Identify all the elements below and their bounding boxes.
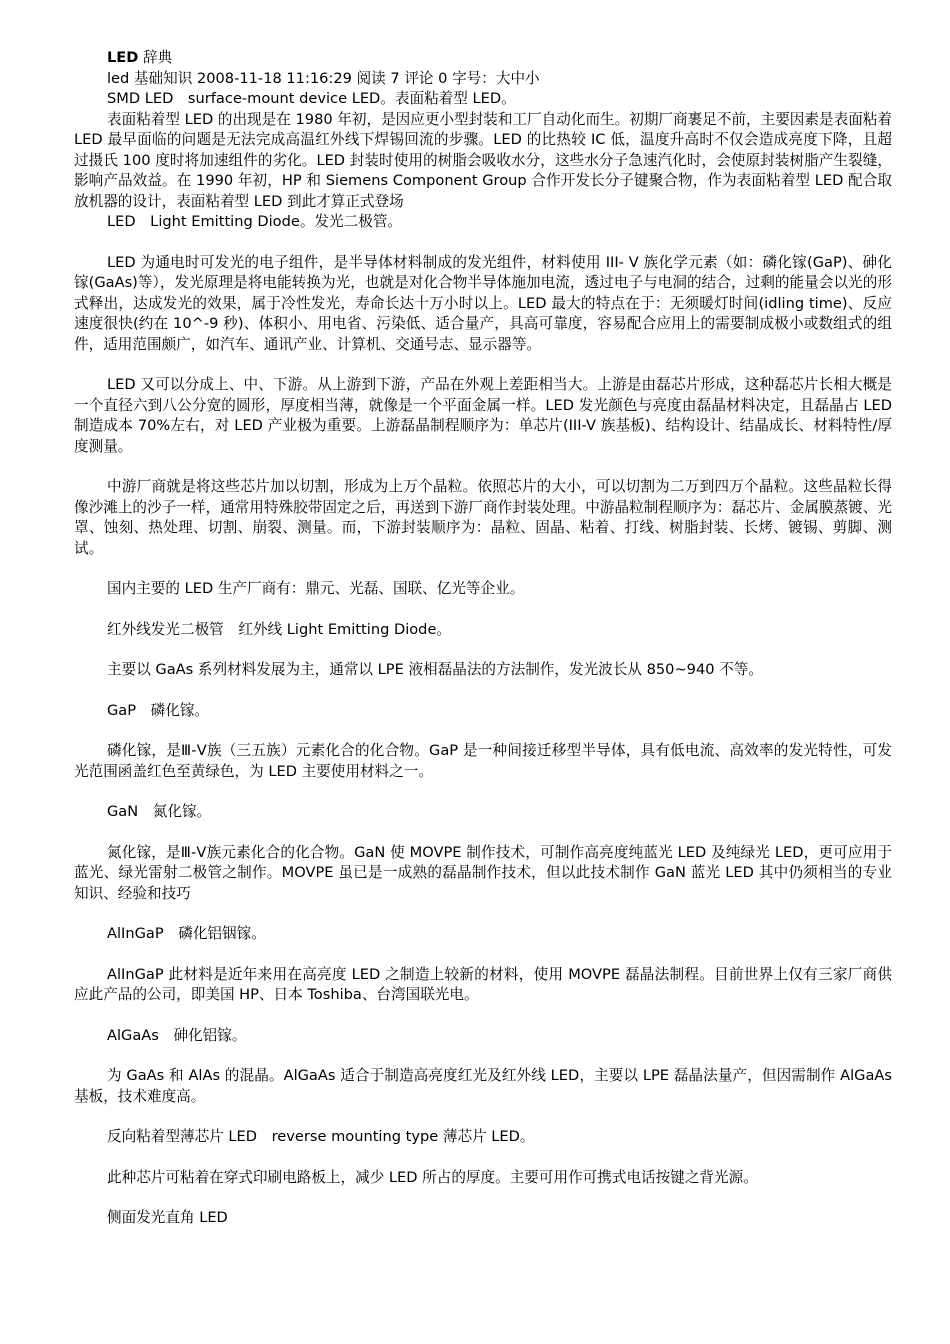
paragraph: AlInGaP 此材料是近年来用在高亮度 LED 之制造上较新的材料，使用 MOVPE 磊晶法制程。目前世界上仅有三家厂商供应此产品的公司，即美国 HP、日本 Toshiba、台湾国联光电。 (74, 965, 892, 1003)
paragraph: 表面粘着型 LED 的出现是在 1980 年初，是因应更小型封装和工厂自动化而生。初期厂商裹足不前，主要因素是表面粘着 LED 最早面临的问题是无法完成高温红外线下焊锡回流的步骤。LED 的比热较 IC 低，温度升高时不仅会造成亮度下降，且超过摄氏 100 度时将加速组件的劣化。LED 封装时使用的树脂会吸收水分，这些水分子急速汽化时，会使原封装树脂产生裂缝，影响产品效益。在 1990 年初，HP 和 Siemens Component Group 合作开发长分子键聚合物，作为表面粘着型 LED 配合取放机器的设计，表面粘着型 LED 到此才算正式登场 (74, 110, 892, 210)
paragraph: SMD LED surface-mount device LED。表面粘着型 LED。 (107, 90, 516, 107)
paragraph: 为 GaAs 和 AlAs 的混晶。AlGaAs 适合于制造高亮度红光及红外线 LED，主要以 LPE 磊晶法量产，但因需制作 AlGaAs 基板，技术难度高。 (74, 1067, 892, 1105)
paragraph: AlGaAs 砷化铝镓。 (107, 1026, 247, 1044)
paragraph: 中游厂商就是将这些芯片加以切割，形成为上万个晶粒。依照芯片的大小，可以切割为二万到四万个晶粒。这些晶粒长得像沙滩上的沙子一样，通常用特殊胶带固定之后，再送到下游厂商作封装处理。中游晶粒制程顺序为：磊芯片、金属膜蒸镀、光罩、蚀刻、热处理、切割、崩裂、测量。而，下游封装顺序为：晶粒、固晶、粘着、打线、树脂封装、长烤、镀锡、剪脚、测试。 (74, 478, 892, 557)
paragraph: 国内主要的 LED 生产厂商有：鼎元、光磊、国联、亿光等企业。 (107, 580, 525, 597)
paragraph: 红外线发光二极管 红外线 Light Emitting Diode。 (107, 620, 452, 638)
paragraph: LED 又可以分成上、中、下游。从上游到下游，产品在外观上差距相当大。上游是由磊芯片形成，这种磊芯片长相大概是一个直径六到八公分宽的圆形，厚度相当薄，就像是一个平面金属一样。LED 发光颜色与亮度由磊晶材料决定，且磊晶占 LED 制造成本 70%左右，对 LED 产业极为重要。上游磊晶制程顺序为：单芯片(III-V 族基板)、结构设计、结晶成长、材料特性/厚度测量。 (74, 376, 892, 455)
paragraph: LED 为通电时可发光的电子组件，是半导体材料制成的发光组件，材料使用 III- V 族化学元素（如：磷化镓(GaP)、砷化镓(GaAs)等），发光原理是将电能转换为光，也就是对化合物半导体施加电流，透过电子与电洞的结合，过剩的能量会以光的形式释出，达成发光的效果，属于冷性发光，寿命长达十万小时以上。LED 最大的特点在于：无须暖灯时间(idling time)、反应速度很快(约在 10^-9 秒)、体积小、用电省、污染低、适合量产，具高可靠度，容易配合应用上的需要制成极小或数组式的组件，适用范围颇广，如汽车、通讯产业、计算机、交通号志、显示器等。 (74, 253, 892, 353)
paragraph: LED Light Emitting Diode。发光二极管。 (107, 213, 403, 230)
post-meta: led 基础知识 2008-11-18 11:16:29 阅读 7 评论 0 字号：大中小 (107, 69, 540, 87)
paragraph: 磷化镓，是Ⅲ-Ⅴ族（三五族）元素化合的化合物。GaP 是一种间接迁移型半导体，具有低电流、高效率的发光特性，可发光范围函盖红色至黄绿色，为 LED 主要使用材料之一。 (74, 742, 892, 780)
paragraph: GaP 磷化镓。 (107, 701, 210, 719)
paragraph: 氮化镓，是Ⅲ-Ⅴ族元素化合的化合物。GaN 使 MOVPE 制作技术，可制作高亮度纯蓝光 LED 及纯绿光 LED，更可应用于蓝光、绿光雷射二极管之制作。MOVPE 虽已是一成熟的磊晶制作技术，但以此技术制作 GaN 蓝光 LED 其中仍须相当的专业知识、经验和技巧 (74, 843, 892, 902)
title-bold: LED (107, 49, 139, 66)
paragraph: 反向粘着型薄芯片 LED reverse mounting type 薄芯片 LED。 (107, 1128, 535, 1145)
paragraph: AlInGaP 磷化铝铟镓。 (107, 925, 266, 942)
title-rest: 辞典 (138, 49, 173, 66)
document-body (74, 48, 892, 1229)
paragraph: 主要以 GaAs 系列材料发展为主，通常以 LPE 液相磊晶法的方法制作，发光波长从 850~940 不等。 (107, 661, 763, 678)
paragraph: 侧面发光直角 LED (107, 1209, 228, 1226)
document-title (74, 48, 892, 69)
paragraph: GaN 氮化镓。 (107, 803, 212, 820)
paragraph: 此种芯片可粘着在穿式印刷电路板上，减少 LED 所占的厚度。主要可用作可携式电话按键之背光源。 (107, 1168, 758, 1186)
